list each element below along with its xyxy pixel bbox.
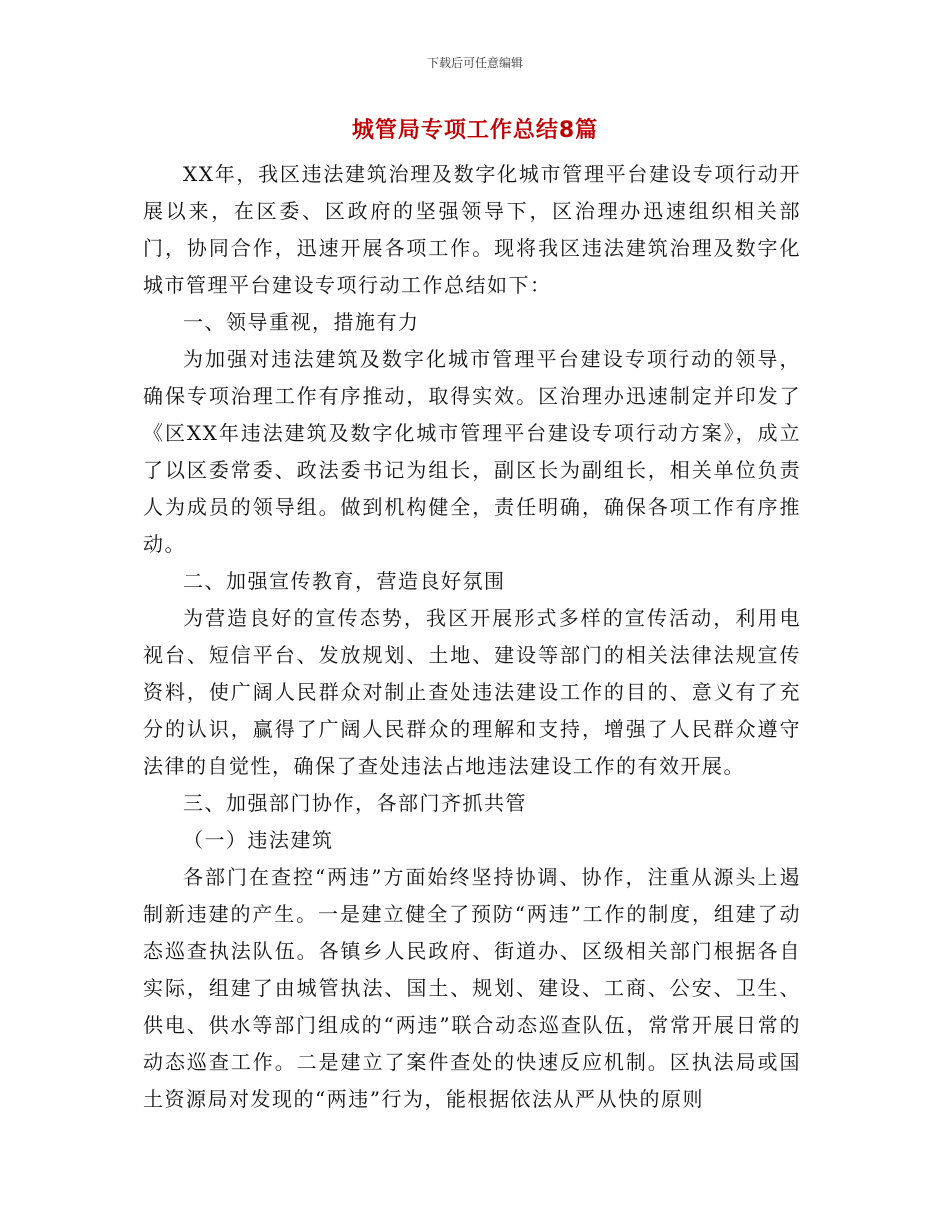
paragraph-intro: XX年，我区违法建筑治理及数字化城市管理平台建设专项行动开展以来，在区委、区政府的坚强领导下，区治理办迅速组织相关部门，协同合作，迅速开展各项工作。现将我区违法建筑治理及数字化城市管理平台建设专项行动工作总结如下： — [143, 162, 801, 297]
subsection-heading-1: （一）违法建筑 — [183, 828, 334, 852]
document-body — [143, 156, 801, 1118]
paragraph-section-1: 为加强对违法建筑及数字化城市管理平台建设专项行动的领导，确保专项治理工作有序推动，取得实效。区治理办迅速制定并印发了《区XX年违法建筑及数字化城市管理平台建设专项行动方案》，成立了以区委常委、政法委书记为组长，副区长为副组长，相关单位负责人为成员的领导组。做到机构健全，责任明确，确保各项工作有序推动。 — [143, 347, 801, 556]
paragraph-subsection-1: 各部门在查控“两违”方面始终坚持协调、协作，注重从源头上遏制新违建的产生。一是建立健全了预防“两违”工作的制度，组建了动态巡查执法队伍。各镇乡人民政府、街道办、区级相关部门根据各自实际，组建了由城管执法、国土、规划、建设、工商、公安、卫生、供电、供水等部门组成的“两违”联合动态巡查队伍，常常开展日常的动态巡查工作。二是建立了案件查处的快速反应机制。区执法局或国土资源局对发现的“两违”行为，能根据依法从严从快的原则 — [143, 865, 801, 1111]
section-heading-2: 二、加强宣传教育，营造良好氛围 — [183, 569, 506, 593]
document-title: 城管局专项工作总结8篇 — [351, 118, 599, 143]
paragraph-section-2: 为营造良好的宣传态势，我区开展形式多样的宣传活动，利用电视台、短信平台、发放规划、土地、建设等部门的相关法律法规宣传资料，使广阔人民群众对制止查处违法建设工作的目的、意义有了充分的认识，赢得了广阔人民群众的理解和支持，增强了人民群众遵守法律的自觉性，确保了查处违法占地违法建设工作的有效开展。 — [143, 606, 801, 778]
page-header: 下载后可任意编辑 — [426, 56, 523, 70]
section-heading-3: 三、加强部门协作，各部门齐抓共管 — [183, 791, 527, 815]
section-heading-1: 一、领导重视，措施有力 — [183, 310, 420, 334]
